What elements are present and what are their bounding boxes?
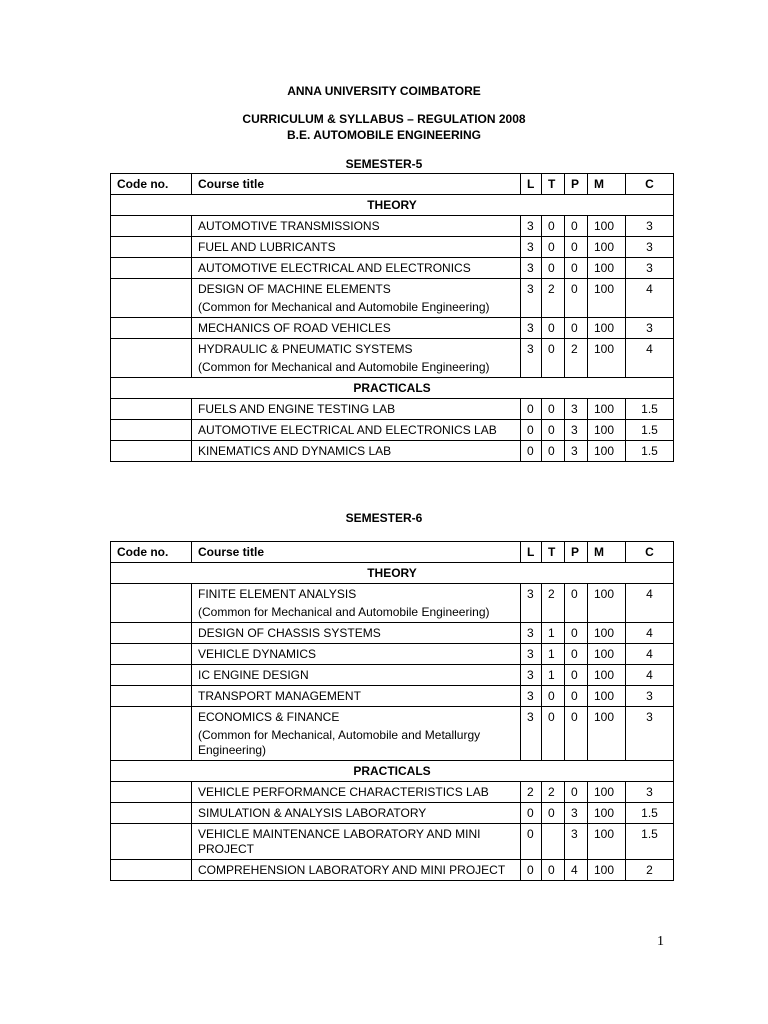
course-t-value: 2: [542, 279, 565, 318]
university-name: ANNA UNIVERSITY COIMBATORE: [287, 84, 481, 98]
course-code: [111, 584, 192, 623]
course-title-cell: [192, 237, 521, 258]
course-code: [111, 782, 192, 803]
course-t-value: 1: [542, 623, 565, 644]
course-c-value: 3: [626, 216, 674, 237]
course-row: [111, 216, 674, 237]
course-title: KINEMATICS AND DYNAMICS LAB: [198, 444, 392, 458]
course-title-cell: [192, 441, 521, 462]
column-header: Code no.: [111, 174, 192, 195]
column-header: C: [626, 174, 674, 195]
course-m-value: 100: [588, 707, 626, 761]
course-title-cell: [192, 782, 521, 803]
column-header: L: [521, 174, 542, 195]
course-title: FUELS AND ENGINE TESTING LAB: [198, 402, 396, 416]
course-code: [111, 803, 192, 824]
course-l-value: 0: [521, 441, 542, 462]
course-t-value: 0: [542, 339, 565, 378]
course-t-value: 0: [542, 318, 565, 339]
course-c-value: 4: [626, 623, 674, 644]
course-p-value: 0: [565, 584, 588, 623]
course-title-cell: [192, 707, 521, 761]
course-title: AUTOMOTIVE ELECTRICAL AND ELECTRONICS LAB: [198, 423, 497, 437]
course-l-value: 3: [521, 665, 542, 686]
course-l-value: 3: [521, 258, 542, 279]
course-row: [111, 860, 674, 881]
course-t-value: 0: [542, 399, 565, 420]
course-title: SIMULATION & ANALYSIS LABORATORY: [198, 806, 427, 820]
program-title: B.E. AUTOMOBILE ENGINEERING: [286, 128, 481, 142]
course-title: VEHICLE PERFORMANCE CHARACTERISTICS LAB: [198, 785, 489, 799]
course-row: [111, 707, 674, 761]
course-c-value: 3: [626, 686, 674, 707]
course-title-cell: [192, 279, 521, 318]
course-code: [111, 237, 192, 258]
course-p-value: 0: [565, 237, 588, 258]
course-c-value: 2: [626, 860, 674, 881]
course-t-value: 2: [542, 584, 565, 623]
course-l-value: 3: [521, 623, 542, 644]
course-p-value: 4: [565, 860, 588, 881]
section-row: [111, 761, 674, 782]
course-m-value: 100: [588, 441, 626, 462]
curriculum-title: CURRICULUM & SYLLABUS – REGULATION 2008: [242, 112, 526, 126]
course-c-value: 1.5: [626, 399, 674, 420]
course-code: [111, 441, 192, 462]
course-p-value: 2: [565, 339, 588, 378]
course-c-value: 3: [626, 237, 674, 258]
course-note: (Common for Mechanical, Automobile and Metallurgy Engineering): [198, 728, 481, 757]
course-row: [111, 803, 674, 824]
column-header: Course title: [192, 542, 521, 563]
course-t-value: 0: [542, 258, 565, 279]
column-header: M: [588, 174, 626, 195]
course-t-value: 1: [542, 665, 565, 686]
section-label: PRACTICALS: [111, 378, 674, 399]
course-code: [111, 318, 192, 339]
course-m-value: 100: [588, 623, 626, 644]
course-c-value: 1.5: [626, 803, 674, 824]
course-p-value: 0: [565, 686, 588, 707]
course-l-value: 3: [521, 237, 542, 258]
course-title-cell: [192, 623, 521, 644]
course-row: [111, 279, 674, 318]
course-row: [111, 824, 674, 860]
course-m-value: 100: [588, 258, 626, 279]
page-number: 1: [657, 934, 664, 949]
course-p-value: 3: [565, 441, 588, 462]
course-title: FUEL AND LUBRICANTS: [198, 240, 336, 254]
semester-6-table: [110, 541, 674, 881]
section-row: [111, 563, 674, 584]
course-m-value: 100: [588, 339, 626, 378]
course-title: ECONOMICS & FINANCE: [198, 710, 340, 724]
column-header: Code no.: [111, 542, 192, 563]
course-t-value: 1: [542, 644, 565, 665]
course-l-value: 0: [521, 860, 542, 881]
course-p-value: 3: [565, 803, 588, 824]
course-row: [111, 665, 674, 686]
course-row: [111, 258, 674, 279]
column-header: M: [588, 542, 626, 563]
course-m-value: 100: [588, 665, 626, 686]
course-title-cell: [192, 339, 521, 378]
course-title-cell: [192, 258, 521, 279]
section-label: THEORY: [111, 563, 674, 584]
course-m-value: 100: [588, 860, 626, 881]
course-m-value: 100: [588, 420, 626, 441]
course-code: [111, 258, 192, 279]
course-title: HYDRAULIC & PNEUMATIC SYSTEMS: [198, 342, 413, 356]
course-row: [111, 420, 674, 441]
course-row: [111, 623, 674, 644]
course-c-value: 3: [626, 782, 674, 803]
course-title-cell: [192, 420, 521, 441]
course-m-value: 100: [588, 279, 626, 318]
course-t-value: [542, 824, 565, 860]
course-code: [111, 279, 192, 318]
course-row: [111, 399, 674, 420]
course-p-value: 0: [565, 279, 588, 318]
table-header-row: [111, 542, 674, 563]
course-title-cell: [192, 686, 521, 707]
course-m-value: 100: [588, 782, 626, 803]
course-p-value: 0: [565, 318, 588, 339]
column-header: P: [565, 542, 588, 563]
course-l-value: 0: [521, 420, 542, 441]
section-row: [111, 378, 674, 399]
course-code: [111, 686, 192, 707]
course-title-cell: [192, 399, 521, 420]
course-code: [111, 399, 192, 420]
course-m-value: 100: [588, 584, 626, 623]
course-p-value: 0: [565, 707, 588, 761]
course-c-value: 4: [626, 339, 674, 378]
course-p-value: 0: [565, 258, 588, 279]
course-t-value: 0: [542, 216, 565, 237]
course-title: TRANSPORT MANAGEMENT: [198, 689, 361, 703]
course-t-value: 0: [542, 420, 565, 441]
course-l-value: 3: [521, 279, 542, 318]
course-c-value: 4: [626, 279, 674, 318]
course-c-value: 4: [626, 644, 674, 665]
course-t-value: 2: [542, 782, 565, 803]
course-title: COMPREHENSION LABORATORY AND MINI PROJECT: [198, 863, 506, 877]
course-title: IC ENGINE DESIGN: [198, 668, 309, 682]
course-m-value: 100: [588, 399, 626, 420]
course-title-cell: [192, 584, 521, 623]
course-title: MECHANICS OF ROAD VEHICLES: [198, 321, 391, 335]
course-l-value: 3: [521, 644, 542, 665]
course-code: [111, 339, 192, 378]
course-l-value: 3: [521, 339, 542, 378]
course-row: [111, 318, 674, 339]
semester-5-table: [110, 173, 674, 462]
course-p-value: 0: [565, 216, 588, 237]
course-row: [111, 644, 674, 665]
course-m-value: 100: [588, 803, 626, 824]
course-code: [111, 216, 192, 237]
course-title: FINITE ELEMENT ANALYSIS: [198, 587, 357, 601]
course-code: [111, 623, 192, 644]
course-row: [111, 237, 674, 258]
course-l-value: 2: [521, 782, 542, 803]
course-title: DESIGN OF MACHINE ELEMENTS: [198, 282, 391, 296]
table-header-row: [111, 174, 674, 195]
course-title-cell: [192, 216, 521, 237]
column-header: Course title: [192, 174, 521, 195]
course-c-value: 4: [626, 665, 674, 686]
course-title: VEHICLE DYNAMICS: [198, 647, 317, 661]
course-m-value: 100: [588, 216, 626, 237]
course-c-value: 3: [626, 318, 674, 339]
course-p-value: 0: [565, 644, 588, 665]
course-title: AUTOMOTIVE TRANSMISSIONS: [198, 219, 380, 233]
semester-6-title: SEMESTER-6: [345, 511, 423, 525]
course-note: (Common for Mechanical and Automobile Engineering): [198, 605, 490, 619]
course-l-value: 3: [521, 584, 542, 623]
course-m-value: 100: [588, 318, 626, 339]
course-title-cell: [192, 318, 521, 339]
course-t-value: 0: [542, 237, 565, 258]
course-t-value: 0: [542, 803, 565, 824]
course-p-value: 3: [565, 824, 588, 860]
course-p-value: 3: [565, 420, 588, 441]
course-t-value: 0: [542, 441, 565, 462]
semester-5-title: SEMESTER-5: [345, 157, 423, 171]
course-c-value: 3: [626, 258, 674, 279]
course-title: VEHICLE MAINTENANCE LABORATORY AND MINI PROJECT: [198, 827, 481, 856]
course-row: [111, 339, 674, 378]
course-l-value: 0: [521, 399, 542, 420]
column-header: C: [626, 542, 674, 563]
course-t-value: 0: [542, 860, 565, 881]
course-code: [111, 860, 192, 881]
course-l-value: 3: [521, 318, 542, 339]
course-l-value: 3: [521, 686, 542, 707]
course-note: (Common for Mechanical and Automobile Engineering): [198, 360, 490, 374]
course-t-value: 0: [542, 707, 565, 761]
course-c-value: 1.5: [626, 420, 674, 441]
course-c-value: 1.5: [626, 441, 674, 462]
course-p-value: 3: [565, 399, 588, 420]
course-row: [111, 441, 674, 462]
course-c-value: 1.5: [626, 824, 674, 860]
section-row: [111, 195, 674, 216]
course-title-cell: [192, 860, 521, 881]
course-l-value: 3: [521, 216, 542, 237]
course-code: [111, 824, 192, 860]
section-label: THEORY: [111, 195, 674, 216]
course-m-value: 100: [588, 686, 626, 707]
course-code: [111, 707, 192, 761]
course-l-value: 0: [521, 803, 542, 824]
course-c-value: 3: [626, 707, 674, 761]
course-m-value: 100: [588, 824, 626, 860]
column-header: T: [542, 174, 565, 195]
column-header: L: [521, 542, 542, 563]
course-title-cell: [192, 803, 521, 824]
column-header: T: [542, 542, 565, 563]
section-label: PRACTICALS: [111, 761, 674, 782]
course-title: AUTOMOTIVE ELECTRICAL AND ELECTRONICS: [198, 261, 471, 275]
column-header: P: [565, 174, 588, 195]
course-title-cell: [192, 665, 521, 686]
course-title: DESIGN OF CHASSIS SYSTEMS: [198, 626, 381, 640]
course-t-value: 0: [542, 686, 565, 707]
course-row: [111, 686, 674, 707]
course-c-value: 4: [626, 584, 674, 623]
course-l-value: 3: [521, 707, 542, 761]
course-row: [111, 782, 674, 803]
course-title-cell: [192, 644, 521, 665]
course-row: [111, 584, 674, 623]
course-code: [111, 420, 192, 441]
course-code: [111, 644, 192, 665]
course-note: (Common for Mechanical and Automobile Engineering): [198, 300, 490, 314]
course-m-value: 100: [588, 237, 626, 258]
course-code: [111, 665, 192, 686]
course-p-value: 0: [565, 623, 588, 644]
course-title-cell: [192, 824, 521, 860]
course-p-value: 0: [565, 782, 588, 803]
course-m-value: 100: [588, 644, 626, 665]
course-l-value: 0: [521, 824, 542, 860]
course-p-value: 0: [565, 665, 588, 686]
